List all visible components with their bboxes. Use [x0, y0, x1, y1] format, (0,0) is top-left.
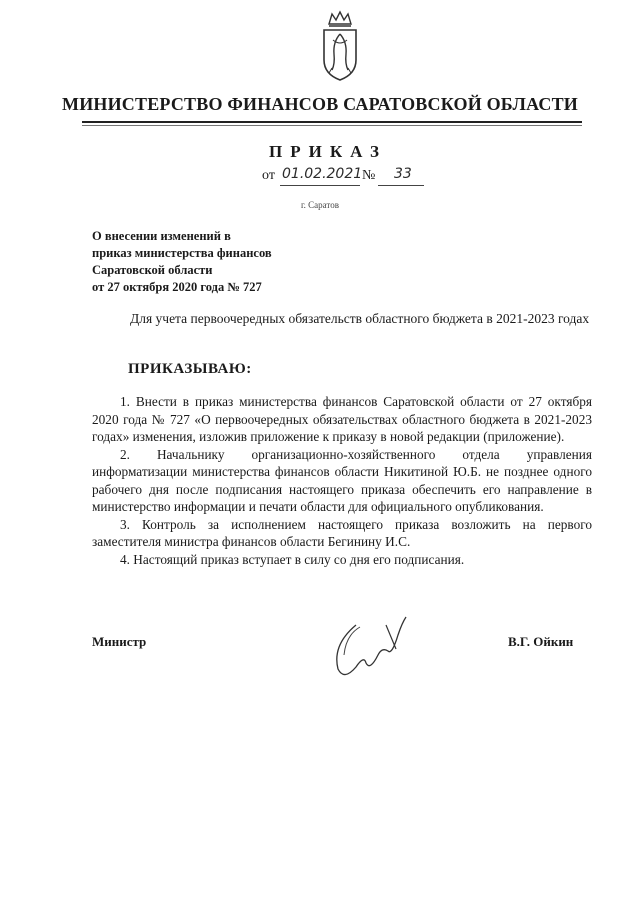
signature-icon	[326, 605, 412, 685]
header-rule-thin	[82, 125, 582, 126]
signatory-name: В.Г. Ойкин	[508, 634, 574, 649]
order-items	[92, 393, 592, 568]
date-underline	[280, 185, 360, 186]
order-item: 3. Контроль за исполнением настоящего приказа возложить на первого заместителя министра финансов области Бегинину И.С.	[92, 516, 592, 549]
ministry-title: МИНИСТЕРСТВО ФИНАНСОВ САРАТОВСКОЙ ОБЛАСТИ	[62, 94, 578, 114]
coat-of-arms-icon	[319, 10, 361, 82]
order-item: 1. Внести в приказ министерства финансов Саратовской области от 27 октября 2020 года № 727 «О первоочередных обязательствах областного бюджета в 2021-2023 годах» изменения, изложив приложение к приказу в новой редакции (приложение).	[92, 394, 592, 444]
subject-line: О внесении изменений в	[92, 229, 231, 243]
number-value: 33	[394, 166, 412, 182]
order-item: 2. Начальнику организационно-хозяйственного отдела управления информатизации министерства финансов области Никитиной Ю.Б. не позднее одного рабочего дня после подписания настоящего приказа обеспечить его направление в министерство информации и печати области для официального опубликования.	[92, 446, 592, 514]
signatory-position: Министр	[92, 634, 147, 649]
number-label: №	[362, 168, 376, 183]
header-rule	[82, 121, 582, 123]
document-type: ПРИКАЗ	[269, 142, 387, 161]
subject-line: от 27 октября 2020 года № 727	[92, 280, 262, 294]
subject-line: приказ министерства финансов	[92, 246, 272, 260]
date-label: от	[262, 168, 275, 183]
subject-line: Саратовской области	[92, 263, 213, 277]
city: г. Саратов	[301, 200, 339, 210]
order-subject	[92, 228, 352, 296]
number-underline	[378, 185, 424, 186]
preamble: Для учета первоочередных обязательств областного бюджета в 2021-2023 годах	[130, 311, 590, 326]
date-value: 01.02.2021	[282, 166, 363, 182]
orders-heading: ПРИКАЗЫВАЮ:	[128, 361, 252, 377]
order-item: 4. Настоящий приказ вступает в силу со дня его подписания.	[120, 551, 465, 567]
